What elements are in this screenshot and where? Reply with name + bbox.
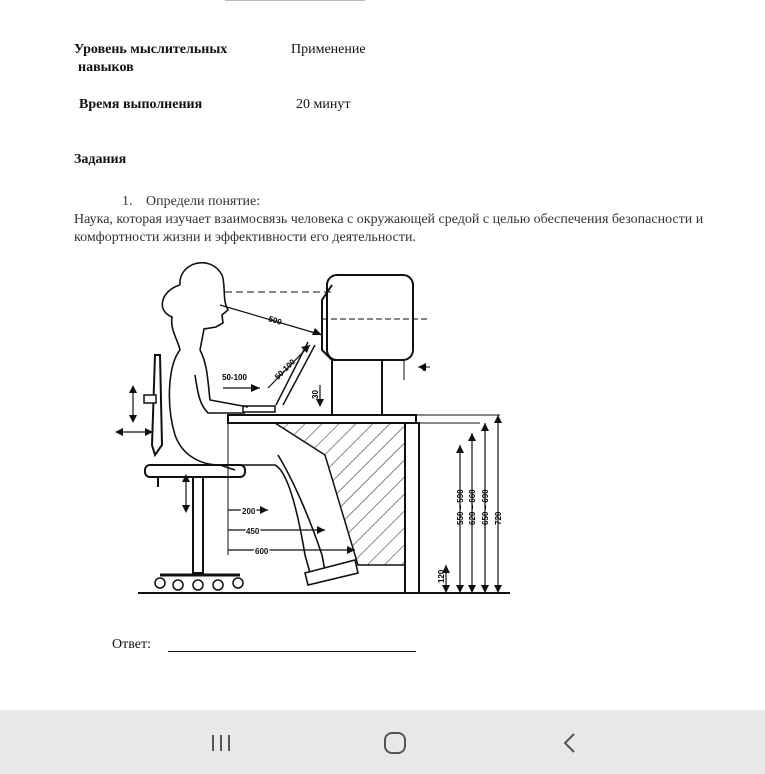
back-button[interactable] <box>550 728 590 758</box>
home-button[interactable] <box>375 728 415 758</box>
knee-clearance-label: 450 <box>246 527 260 536</box>
eye-distance-label: 500 <box>267 314 283 327</box>
recents-icon <box>210 733 232 753</box>
system-navigation-bar <box>0 710 765 774</box>
recents-button[interactable] <box>201 728 241 758</box>
task-item-1 <box>122 194 260 210</box>
desk-modesty-panel <box>275 423 405 565</box>
back-icon <box>562 732 578 754</box>
time-value: 20 минут <box>296 97 351 112</box>
definition-text: Наука, которая изучает взаимосвязь человека с окружающей средой с целью обеспечения безопасности и комфортности жизни и эффективности его деятельности. <box>74 212 704 245</box>
thinking-level-label: Уровень мыслительных навыков <box>74 42 228 75</box>
time-label: Время выполнения <box>79 97 203 112</box>
chair-column <box>193 477 203 573</box>
chair-backrest <box>152 355 162 455</box>
elbow-gap-label: 50-100 <box>222 373 247 382</box>
height-620-660-label: 620 – 660 <box>468 489 477 525</box>
height-720-label: 720 <box>494 511 503 525</box>
desk-top <box>228 415 416 423</box>
answer-label: Ответ: <box>112 637 151 652</box>
home-icon <box>383 731 407 755</box>
forearm-gap-label: 50-100 <box>273 357 298 382</box>
task-number: 1. <box>122 194 133 209</box>
foot-clearance-label: 600 <box>255 547 269 556</box>
keyboard-height-label: 30 <box>311 390 320 399</box>
monitor-stand <box>332 360 382 415</box>
desk-leg <box>405 423 419 593</box>
monitor-body <box>327 275 413 360</box>
answer-line[interactable] <box>168 651 416 652</box>
height-650-690-label: 650 – 690 <box>481 489 490 525</box>
chair-casters <box>155 578 243 590</box>
thinking-level-value: Применение <box>291 42 366 57</box>
ergonomics-workstation-figure <box>100 255 520 600</box>
seat-front-label: 200 <box>242 507 256 516</box>
tasks-heading: Задания <box>74 152 127 167</box>
screen-offset-label: 0 <box>422 364 427 373</box>
height-550-590-label: 550 – 590 <box>456 489 465 525</box>
chair-seat <box>145 465 245 477</box>
cut-off-text-line <box>225 0 365 4</box>
footrest-height-label: 120 <box>437 569 446 583</box>
task-text: Определи понятие: <box>146 194 261 209</box>
